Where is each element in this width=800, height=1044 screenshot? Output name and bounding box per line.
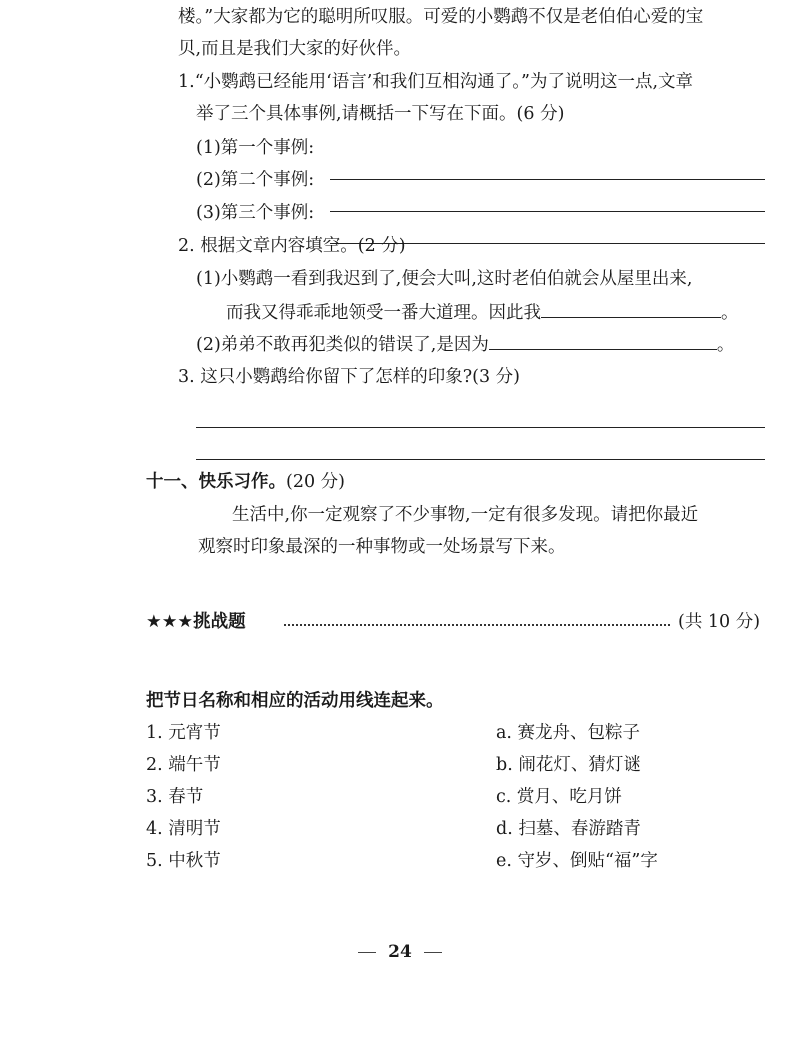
answer-line-q3-1[interactable] <box>196 427 765 428</box>
dash-decoration <box>358 952 376 953</box>
q1-sub-label: (1)第一个事例: <box>196 138 315 158</box>
section-11-body: 生活中,你一定观察了不少事物,一定有很多发现。请把你最近 <box>232 505 699 525</box>
fill-blank-q2-1[interactable] <box>541 299 721 318</box>
passage-line: 贝,而且是我们大家的好伙伴。 <box>178 39 412 59</box>
matching-instruction: 把节日名称和相应的活动用线连起来。 <box>146 691 444 711</box>
fill-blank-q2-2[interactable] <box>489 331 717 350</box>
activity-item[interactable]: c. 赏月、吃月饼 <box>496 787 622 807</box>
question-1-prompt: 1.“小鹦鹉已经能用‘语言’和我们互相沟通了。”为了说明这一点,文章 <box>178 72 694 92</box>
activity-item[interactable]: a. 赛龙舟、包粽子 <box>496 723 641 743</box>
question-3-prompt: 3. 这只小鹦鹉给你留下了怎样的印象?(3 分) <box>178 367 520 387</box>
star-icon: ★★★ <box>146 612 194 632</box>
question-1-prompt-cont: 举了三个具体事例,请概括一下写在下面。(6 分) <box>196 104 565 124</box>
challenge-title: ★★★挑战题 <box>146 612 246 632</box>
q2-sub2-line: (2)弟弟不敢再犯类似的错误了,是因为 。 <box>196 331 734 358</box>
passage-line: 楼。”大家都为它的聪明所叹服。可爱的小鹦鹉不仅是老伯伯心爱的宝 <box>178 7 704 27</box>
q2-sub1-line: (1)小鹦鹉一看到我迟到了,便会大叫,这时老伯伯就会从屋里出来, <box>196 269 693 289</box>
page-number: 24 <box>0 942 800 962</box>
section-11-body: 观察时印象最深的一种事物或一处场景写下来。 <box>198 537 566 557</box>
dash-decoration <box>424 952 442 953</box>
festival-item[interactable]: 1. 元宵节 <box>146 723 221 743</box>
challenge-score: (共 10 分) <box>678 612 761 632</box>
answer-line-q1-2[interactable] <box>330 211 765 212</box>
activity-item[interactable]: e. 守岁、倒贴“福”字 <box>496 851 658 871</box>
section-11-heading: 十一、快乐习作。(20 分) <box>146 472 345 492</box>
q1-sub-label: (3)第三个事例: <box>196 203 315 223</box>
answer-line-q3-2[interactable] <box>196 459 765 460</box>
activity-item[interactable]: d. 扫墓、春游踏青 <box>496 819 641 839</box>
q2-sub1-line: 而我又得乖乖地领受一番大道理。因此我 。 <box>226 299 739 326</box>
question-2-prompt: 2. 根据文章内容填空。(2 分) <box>178 236 406 256</box>
dotted-leader <box>284 624 670 626</box>
activity-item[interactable]: b. 闹花灯、猜灯谜 <box>496 755 641 775</box>
festival-item[interactable]: 2. 端午节 <box>146 755 221 775</box>
festival-item[interactable]: 4. 清明节 <box>146 819 221 839</box>
q1-sub-label: (2)第二个事例: <box>196 170 315 190</box>
festival-item[interactable]: 3. 春节 <box>146 787 204 807</box>
answer-line-q1-1[interactable] <box>330 179 765 180</box>
festival-item[interactable]: 5. 中秋节 <box>146 851 221 871</box>
